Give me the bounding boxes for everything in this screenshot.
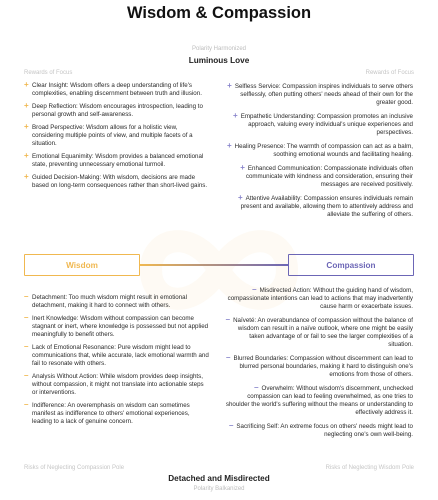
left-downsides-item <box>24 402 209 426</box>
left-downsides-item <box>24 373 209 397</box>
minus-bullet-icon: – <box>24 400 29 409</box>
rewards-label-left: Rewards of Focus <box>24 70 73 76</box>
item-text: Naïveté: An overabundance of compassion without the balance of wisdom can result in a naïve outlook, where one might be easily taken advantage of or fail to see the larger complexities of a situation. <box>233 317 413 348</box>
right-downsides-item <box>218 354 413 379</box>
item-text: Selfless Service: Compassion inspires individuals to serve others selflessly, often putting others' needs ahead of their own for the greater good. <box>234 83 413 106</box>
compassion-downsides-list <box>218 286 413 444</box>
plus-bullet-icon: + <box>240 163 245 172</box>
minus-bullet-icon: – <box>225 315 231 324</box>
left-upsides-item <box>24 124 209 148</box>
minus-bullet-icon: – <box>226 353 231 362</box>
compassion-upsides-list <box>218 82 413 224</box>
right-downsides-item <box>218 422 413 439</box>
item-text: Sacrificing Self: An extreme focus on others' needs might lead to neglecting one's own well-being. <box>236 423 413 438</box>
minus-bullet-icon: – <box>254 383 259 392</box>
plus-bullet-icon: + <box>24 80 29 89</box>
risks-label-right: Risks of Neglecting Wisdom Pole <box>325 465 414 471</box>
item-text: Detachment: Too much wisdom might result in emotional detachment, making it hard to connect with others. <box>32 294 187 309</box>
minus-bullet-icon: – <box>24 342 29 351</box>
left-upsides-item <box>24 103 209 119</box>
polarity-harmonized-title: Luminous Love <box>188 56 250 65</box>
plus-bullet-icon: + <box>24 122 29 131</box>
item-text: Empathetic Understanding: Compassion promotes an inclusive approach, valuing every individual's unique experiences and perspectives. <box>240 113 413 136</box>
plus-bullet-icon: + <box>24 151 29 160</box>
item-text: Guided Decision-Making: With wisdom, decisions are made based on long-term consequences rather than short-lived gains. <box>32 174 208 189</box>
right-upsides-item <box>218 112 413 137</box>
left-upsides-item <box>24 153 209 169</box>
wisdom-pole-label: Wisdom <box>66 260 98 270</box>
pole-connector-line <box>140 264 288 266</box>
wisdom-downsides-list <box>24 294 209 431</box>
item-text: Misdirected Action: Without the guiding hand of wisdom, compassionate intentions can lead to actions that may inadvertently cause harm or exacerbate issues. <box>227 287 413 310</box>
left-upsides-item <box>24 174 209 190</box>
minus-bullet-icon: – <box>228 421 234 430</box>
left-downsides-item <box>24 294 209 310</box>
right-downsides-item <box>218 316 413 349</box>
polarity-balkanized-title: Detached and Misdirected <box>168 474 270 483</box>
plus-bullet-icon: + <box>227 81 232 90</box>
plus-bullet-icon: + <box>24 172 29 181</box>
plus-bullet-icon: + <box>233 111 238 120</box>
page-title: Wisdom & Compassion <box>126 4 312 22</box>
minus-bullet-icon: – <box>24 371 29 380</box>
right-downsides-item <box>218 286 413 311</box>
item-text: Blurred Boundaries: Compassion without discernment can lead to blurred personal boundaries, making it hard to distinguish one's emotions from those of others. <box>233 355 413 378</box>
right-upsides-item <box>218 82 413 107</box>
polarity-balkanized-label: Polarity Balkanized <box>193 486 245 492</box>
item-text: Indifference: An overemphasis on wisdom can sometimes manifest as indifference to others' emotional experiences, leading to a lack of genuine concern. <box>32 402 190 425</box>
minus-bullet-icon: – <box>252 285 257 294</box>
item-text: Lack of Emotional Resonance: Pure wisdom might lead to communications that, while accurate, lack emotional warmth and fail to resonate with others. <box>32 344 209 367</box>
plus-bullet-icon: + <box>237 193 243 202</box>
rewards-label-right: Rewards of Focus <box>365 70 414 76</box>
right-upsides-item <box>218 142 413 159</box>
item-text: Attentive Availability: Compassion ensures individuals remain present and available, allowing them to attentively address and alleviate the suffering of others. <box>240 195 413 218</box>
item-text: Emotional Equanimity: Wisdom provides a balanced emotional state, preventing unnecessary emotional turmoil. <box>32 153 204 168</box>
item-text: Broad Perspective: Wisdom allows for a holistic view, considering multiple points of view, and multiple facets of a situation. <box>32 124 193 147</box>
item-text: Healing Presence: The warmth of compassion can act as a balm, soothing emotional wounds and facilitating healing. <box>234 143 413 158</box>
plus-bullet-icon: + <box>226 141 232 150</box>
item-text: Enhanced Communication: Compassionate individuals often communicate with kindness and consideration, ensuring their messages are received positively. <box>245 165 413 188</box>
risks-label-left: Risks of Neglecting Compassion Pole <box>24 465 125 471</box>
right-upsides-item <box>218 194 413 219</box>
left-upsides-item <box>24 82 209 98</box>
wisdom-upsides-list <box>24 82 209 195</box>
right-downsides-item <box>218 384 413 417</box>
item-text: Analysis Without Action: While wisdom provides deep insights, without compassion, it might not translate into actionable steps or interventions. <box>32 373 204 396</box>
polarity-harmonized-label: Polarity Harmonized <box>191 46 247 52</box>
right-upsides-item <box>218 164 413 189</box>
item-text: Deep Reflection: Wisdom encourages introspection, leading to personal growth and self-awareness. <box>32 103 203 118</box>
compassion-pole-label: Compassion <box>326 260 376 270</box>
minus-bullet-icon: – <box>24 313 29 322</box>
wisdom-pole-box <box>24 254 140 276</box>
left-downsides-item <box>24 315 209 339</box>
left-downsides-item <box>24 344 209 368</box>
item-text: Clear Insight: Wisdom offers a deep understanding of life's complexities, enabling discernment between truth and illusion. <box>32 82 202 97</box>
item-text: Overwhelm: Without wisdom's discernment, unchecked compassion can lead to feeling overwhelmed, as one tries to shoulder the world's suffering without the means or understanding to effectively address it. <box>225 385 413 416</box>
item-text: Inert Knowledge: Wisdom without compassion can become stagnant or inert, where knowledge is possessed but not applied meaningfully to benefit others. <box>32 315 209 338</box>
plus-bullet-icon: + <box>24 101 29 110</box>
minus-bullet-icon: – <box>24 292 29 301</box>
compassion-pole-box <box>288 254 414 276</box>
